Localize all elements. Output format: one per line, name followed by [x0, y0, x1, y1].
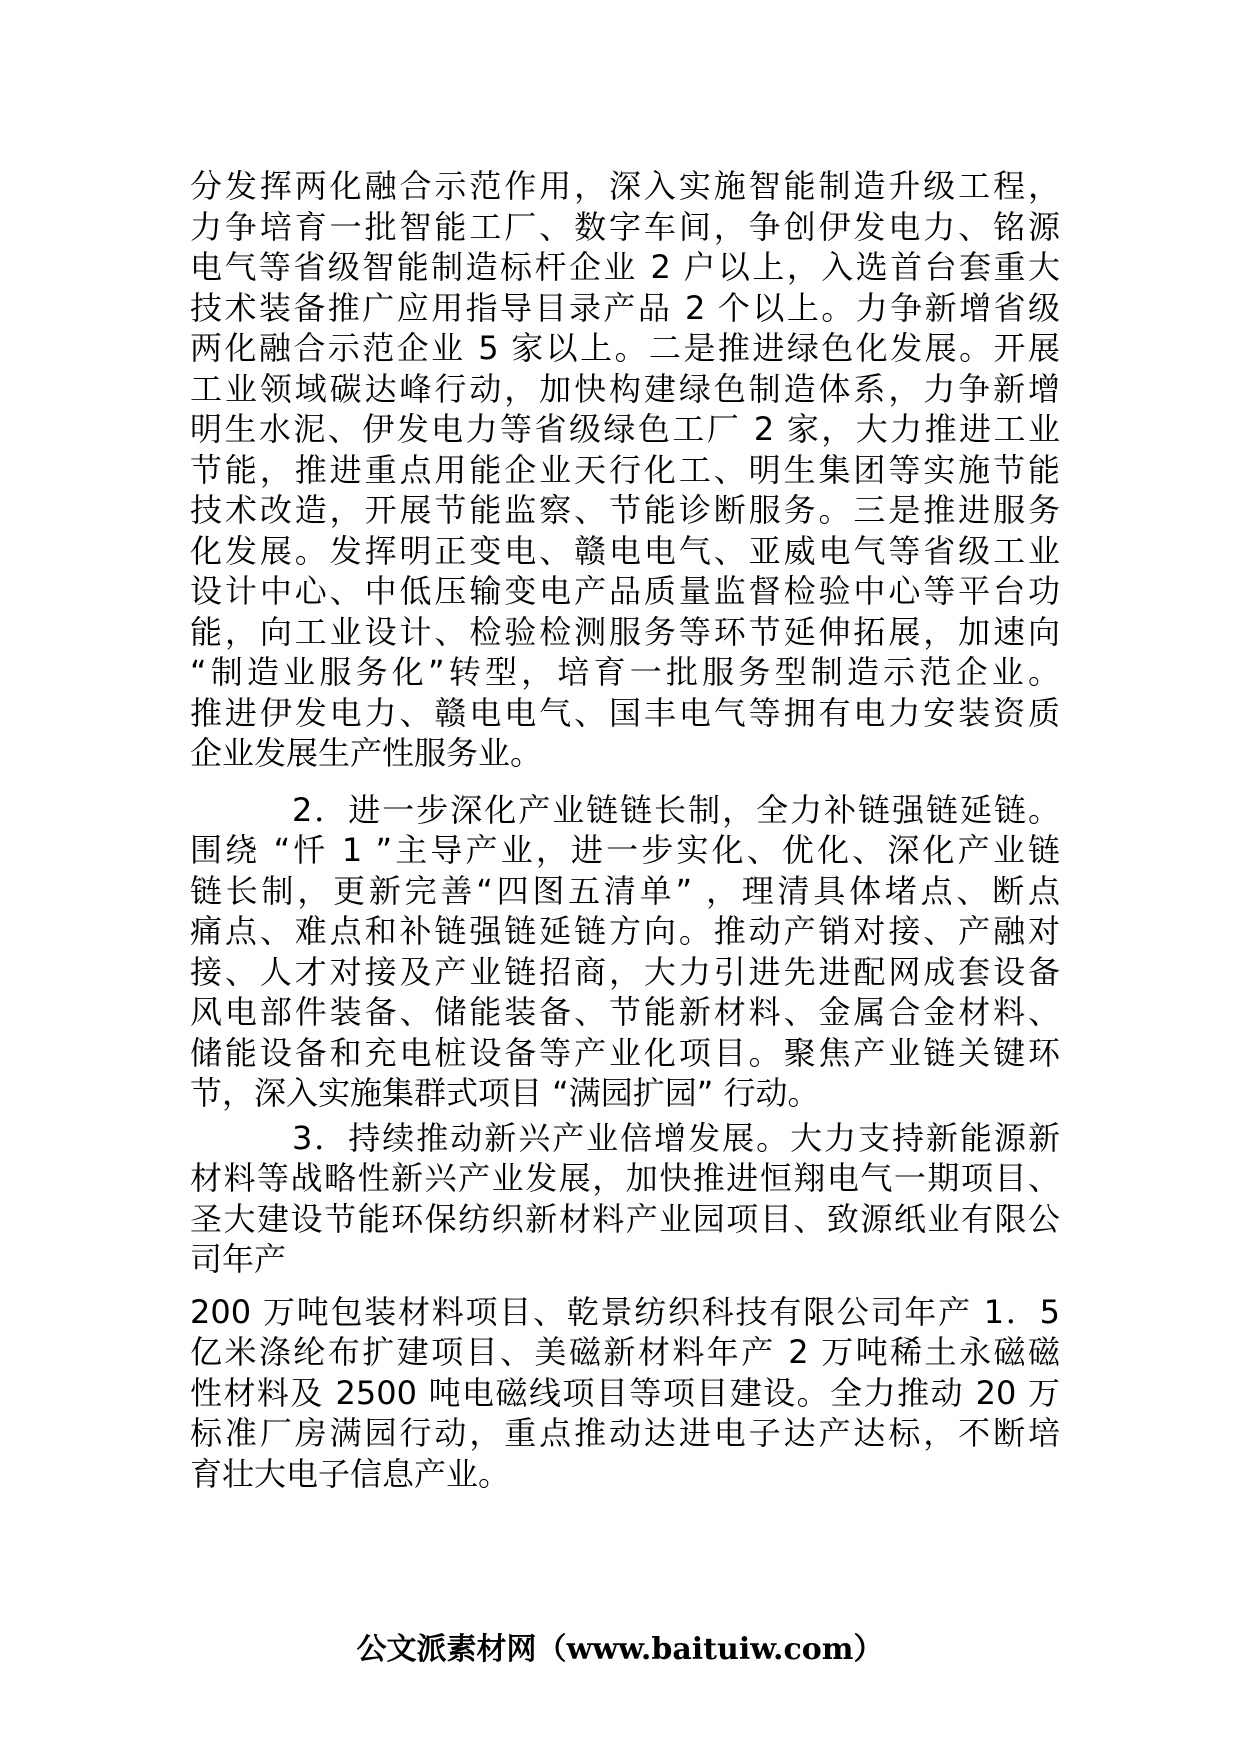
text-line: 风电部件装备、储能装备、节能新材料、金属合金材料、 — [190, 993, 1060, 1031]
text-line: 设计中心、中低压输变电产品质量监督检验中心等平台功 — [190, 572, 1060, 610]
text-line: 企业发展生产性服务业。 — [190, 734, 543, 772]
text-line: 性材料及 2500 吨电磁线项目等项目建设。全力推动 20 万 — [190, 1373, 1060, 1412]
text-line: 工业领域碳达峰行动，加快构建绿色制造体系，力争新增 — [190, 369, 1060, 408]
text-line: “制造业服务化”转型，培育一批服务型制造示范企业。 — [190, 653, 1060, 691]
paragraph-3 — [190, 1118, 1060, 1280]
text-line: 力争培育一批智能工厂、数字车间，争创伊发电力、铭源 — [190, 207, 1060, 246]
text-line: 链长制，更新完善“四图五清单” ，理清具体堵点、断点 — [190, 871, 1060, 910]
text-line: 两化融合示范企业 5 家以上。二是推进绿色化发展。开展 — [190, 329, 1060, 367]
text-line: 推进伊发电力、赣电电气、国丰电气等拥有电力安装资质 — [190, 693, 1060, 732]
paragraph-4 — [190, 1292, 1060, 1495]
text-line: 技术改造，开展节能监察、节能诊断服务。三是推进服务 — [190, 491, 1060, 529]
text-line: 化发展。发挥明正变电、赣电电气、亚威电气等省级工业 — [190, 531, 1060, 570]
text-line: 能，向工业设计、检验检测服务等环节延伸拓展，加速向 — [190, 612, 1060, 651]
text-line: 标准厂房满园行动，重点推动达进电子达产达标，不断培 — [190, 1414, 1060, 1452]
text-line: 材料等战略性新兴产业发展，加快推进恒翔电气一期项目、 — [190, 1159, 1060, 1197]
text-line: 2．进一步深化产业链链长制，全力补链强链延链。 — [190, 790, 1060, 829]
text-line: 圣大建设节能环保纺织新材料产业园项目、致源纸业有限公 — [190, 1199, 1060, 1238]
text-line: 亿米涤纶布扩建项目、美磁新材料年产 2 万吨稀土永磁磁 — [190, 1333, 1060, 1371]
text-line: 储能设备和充电桩设备等产业化项目。聚焦产业链关键环 — [190, 1033, 1060, 1072]
text-line: 接、人才对接及产业链招商，大力引进先进配网成套设备 — [190, 952, 1060, 991]
paragraph-2 — [190, 790, 1060, 1114]
text-line: 200 万吨包装材料项目、乾景纺织科技有限公司年产 1．5 — [190, 1292, 1060, 1331]
text-line: 痛点、难点和补链强链延链方向。推动产销对接、产融对 — [190, 912, 1060, 950]
text-line: 节，深入实施集群式项目 “满园扩园” 行动。 — [190, 1074, 820, 1112]
text-line: 育壮大电子信息产业。 — [190, 1454, 511, 1493]
text-line: 司年产 — [190, 1240, 287, 1278]
text-line: 明生水泥、伊发电力等省级绿色工厂 2 家，大力推进工业 — [190, 410, 1060, 448]
footer-watermark-text: 公文派素材网（www.baituiw.com） — [356, 1632, 884, 1667]
document-body — [190, 166, 1060, 1494]
text-line: 分发挥两化融合示范作用，深入实施智能制造升级工程， — [190, 167, 1060, 205]
paragraph-1 — [190, 166, 1060, 774]
text-line: 围绕 “忏 1 ”主导产业，进一步实化、优化、深化产业链 — [190, 831, 1060, 869]
text-line: 3．持续推动新兴产业倍增发展。大力支持新能源新 — [190, 1118, 1060, 1157]
text-line: 节能，推进重点用能企业天行化工、明生集团等实施节能 — [190, 450, 1060, 489]
text-line: 技术装备推广应用指导目录产品 2 个以上。力争新增省级 — [190, 288, 1060, 327]
text-line: 电气等省级智能制造标杆企业 2 户以上，入选首台套重大 — [190, 248, 1060, 286]
